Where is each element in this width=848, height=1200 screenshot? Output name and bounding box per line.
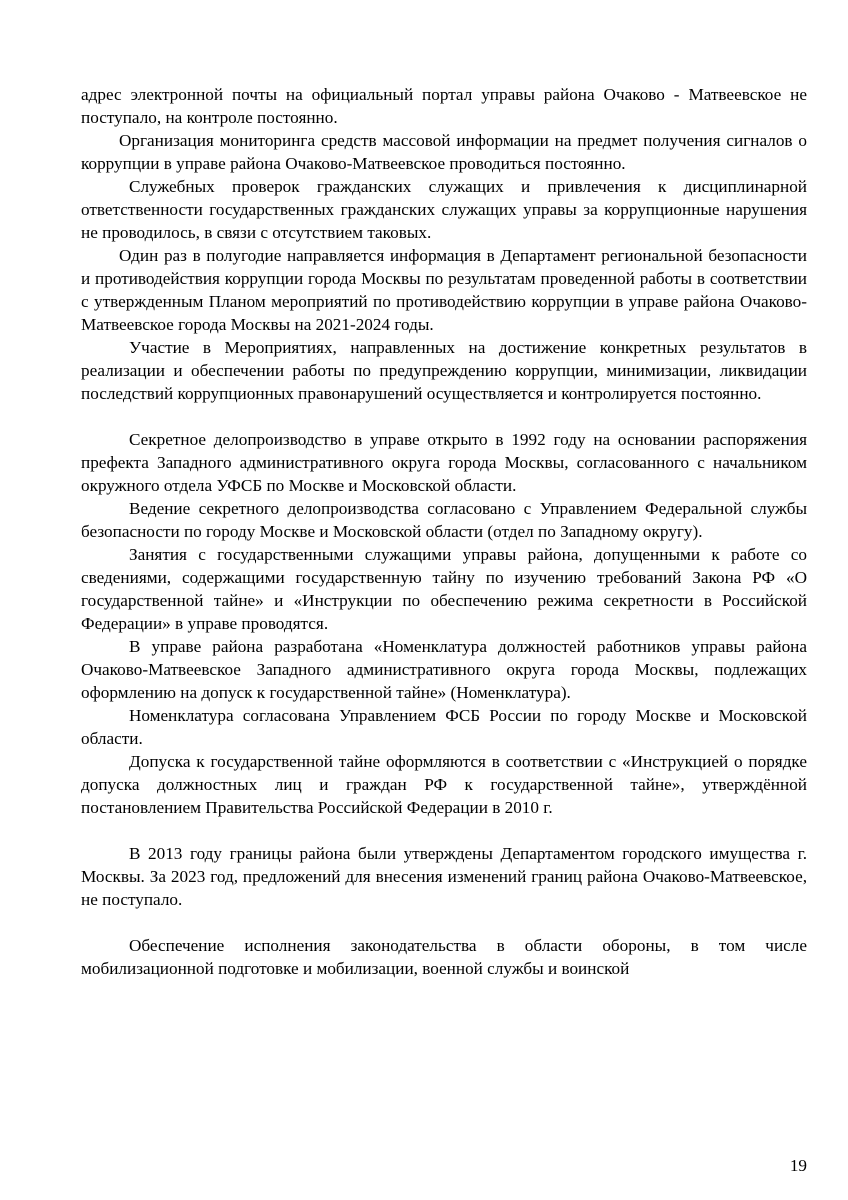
paragraph-district-boundaries: В 2013 году границы района были утверждены Департаментом городского имущества г. Москвы. За 2023 год, предложений для внесения изменений границ района Очаково-Матвеевское, не поступало.: [81, 844, 807, 909]
paragraph-nomenclature-developed: В управе района разработана «Номенклатура должностей работников управы района Очаково-Матвеевское Западного административного округа города Москвы, подлежащих оформлению на допуск к государственной тайне» (Номенклатура).: [81, 637, 807, 702]
paragraph-clearance-issued: Допуска к государственной тайне оформляются в соответствии с «Инструкцией о порядке допуска должностных лиц и граждан РФ к государственной тайне», утверждённой постановлением Правительства Российской Федерации в 2010 г.: [81, 752, 807, 817]
paragraph-anticorruption-measures: Участие в Мероприятиях, направленных на достижение конкретных результатов в реализации и обеспечении работы по предупреждению коррупции, минимизации, ликвидации последствий коррупционных правонарушений осуществляется и контролируется постоянно.: [81, 338, 807, 403]
page-number: 19: [789, 1156, 807, 1175]
document-body: [81, 83, 807, 980]
paragraph-classes-with-employees: Занятия с государственными служащими управы района, допущенными к работе со сведениями, содержащими государственную тайну по изучению требований Закона РФ «О государственной тайне» и «Инструкции по обеспечению режима секретности в Российской Федерации» в управе проводятся.: [81, 545, 807, 633]
paragraph-secret-records-opened: Секретное делопроизводство в управе открыто в 1992 году на основании распоряжения префекта Западного административного округа города Москвы, согласованного с начальником окружного отдела УФСБ по Москве и Московской области.: [81, 430, 807, 495]
paragraph-defense-legislation: Обеспечение исполнения законодательства в области обороны, в том числе мобилизационной подготовке и мобилизации, военной службы и воинской: [81, 936, 807, 978]
paragraph-semiannual-report: Один раз в полугодие направляется информация в Департамент региональной безопасности и противодействия коррупции города Москвы по результатам проведенной работы в соответствии с утвержденным Планом мероприятий по противодействию коррупции в управе района Очаково-Матвеевское города Москвы на 2021-2024 годы.: [81, 246, 807, 334]
paragraph-nomenclature-agreed: Номенклатура согласована Управлением ФСБ России по городу Москве и Московской области.: [81, 706, 807, 748]
paragraph-secret-records-approval: Ведение секретного делопроизводства согласовано с Управлением Федеральной службы безопасности по городу Москве и Московской области (отдел по Западному округу).: [81, 499, 807, 541]
paragraph-media-monitoring: Организация мониторинга средств массовой информации на предмет получения сигналов о коррупции в управе района Очаково-Матвеевское проводиться постоянно.: [81, 131, 807, 173]
paragraph-official-inspections: Служебных проверок гражданских служащих и привлечения к дисциплинарной ответственности государственных гражданских служащих управы за коррупционные нарушения не проводилось, в связи с отсутствием таковых.: [81, 177, 807, 242]
paragraph-email-requests: адрес электронной почты на официальный портал управы района Очаково - Матвеевское не поступало, на контроле постоянно.: [81, 85, 807, 127]
